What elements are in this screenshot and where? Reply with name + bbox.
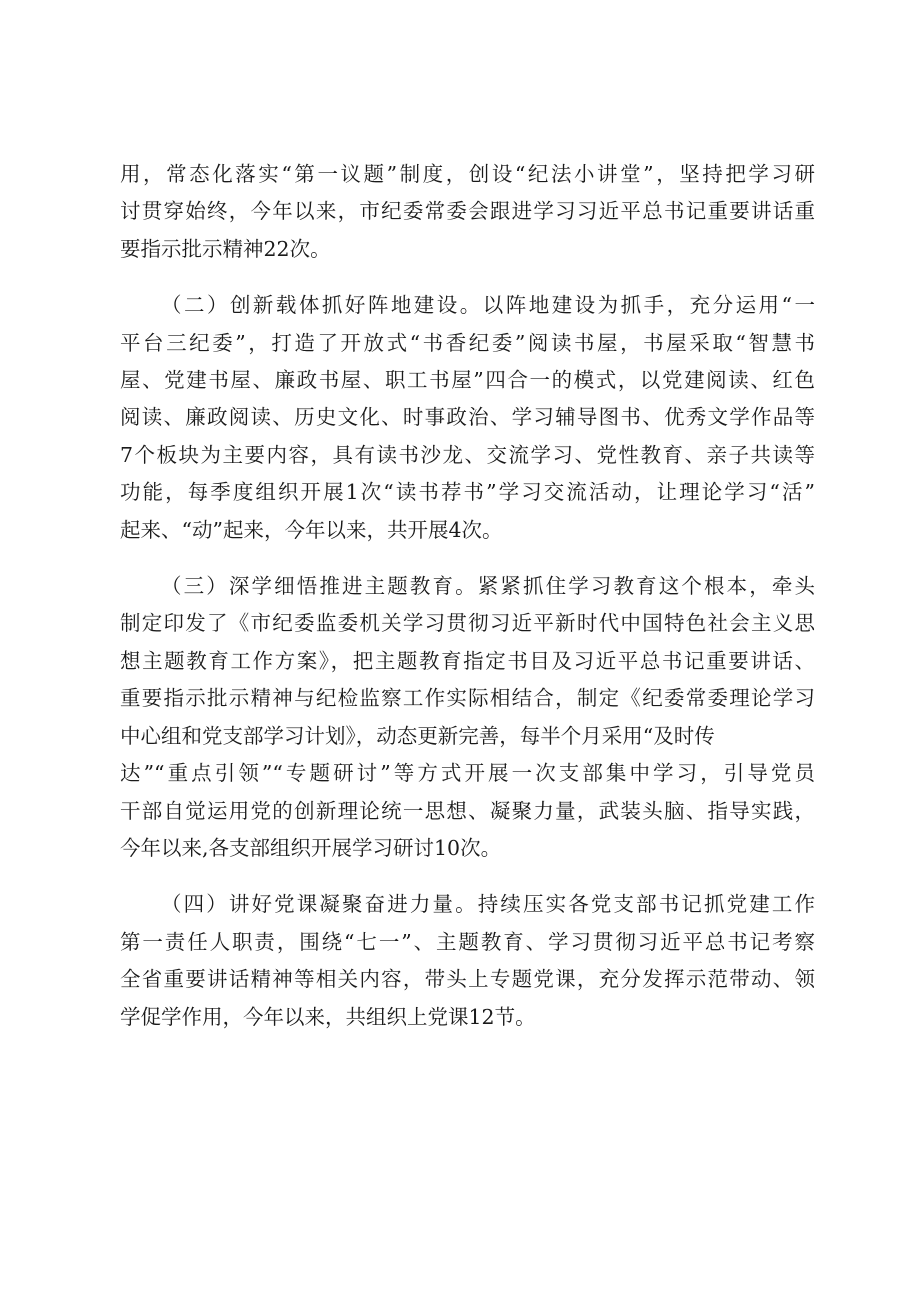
text-line: （四）讲好党课凝聚奋进力量。持续压实各党支部书记抓党建工作	[161, 892, 815, 917]
text-line: 重要指示批示精神与纪检监察工作实际相结合，制定《纪委常委理论学习	[120, 686, 815, 711]
text-line: 全省重要讲话精神等相关内容，带头上专题党课，充分发挥示范带动、领	[120, 967, 815, 992]
text-line: 达”“重点引领”“专题研讨”等方式开展一次支部集中学习，引导党员	[120, 761, 815, 786]
text-line: 干部自觉运用党的创新理论统一思想、凝聚力量，武装头脑、指导实践，	[120, 798, 815, 823]
paragraph-theme-education	[120, 568, 815, 867]
text-line: 学促学作用，今年以来，共组织上党课12节。	[120, 1004, 536, 1029]
text-line: 制定印发了《市纪委监委机关学习贯彻习近平新时代中国特色社会主义思	[120, 611, 815, 636]
text-line: 第一责任人职责，围绕“七一”、主题教育、学习贯彻习近平总书记考察	[120, 929, 815, 954]
text-line: 今年以来,各支部组织开展学习研讨10次。	[120, 835, 502, 860]
text-line: 阅读、廉政阅读、历史文化、时事政治、学习辅导图书、优秀文学作品等	[120, 405, 815, 430]
document-body	[120, 156, 815, 1055]
paragraph-carrier-building	[120, 287, 815, 549]
text-line: 中心组和党支部学习计划》，动态更新完善，每半个月采用“及时传	[120, 723, 715, 748]
text-line: （三）深学细悟推进主题教育。紧紧抓住学习教育这个根本，牵头	[161, 574, 815, 599]
text-line: （二）创新载体抓好阵地建设。以阵地建设为抓手，充分运用“一	[161, 293, 815, 318]
text-line: 7个板块为主要内容，具有读书沙龙、交流学习、党性教育、亲子共读等	[120, 442, 815, 467]
text-line: 用，常态化落实“第一议题”制度，创设“纪法小讲堂”，坚持把学习研	[120, 162, 815, 186]
text-line: 起来、“动”起来，今年以来，共开展4次。	[120, 517, 503, 542]
paragraph-continued	[120, 156, 815, 268]
text-line: 要指示批示精神22次。	[120, 236, 331, 261]
text-line: 屋、党建书屋、廉政书屋、职工书屋”四合一的模式，以党建阅读、红色	[120, 368, 815, 393]
text-line: 讨贯穿始终，今年以来，市纪委常委会跟进学习习近平总书记重要讲话重	[120, 199, 815, 224]
text-line: 想主题教育工作方案》，把主题教育指定书目及习近平总书记重要讲话、	[120, 648, 815, 673]
text-line: 平台三纪委”，打造了开放式“书香纪委”阅读书屋，书屋采取“智慧书	[120, 330, 815, 355]
paragraph-party-lectures	[120, 886, 815, 1036]
text-line: 功能，每季度组织开展1次“读书荐书”学习交流活动，让理论学习“活”	[120, 480, 815, 505]
